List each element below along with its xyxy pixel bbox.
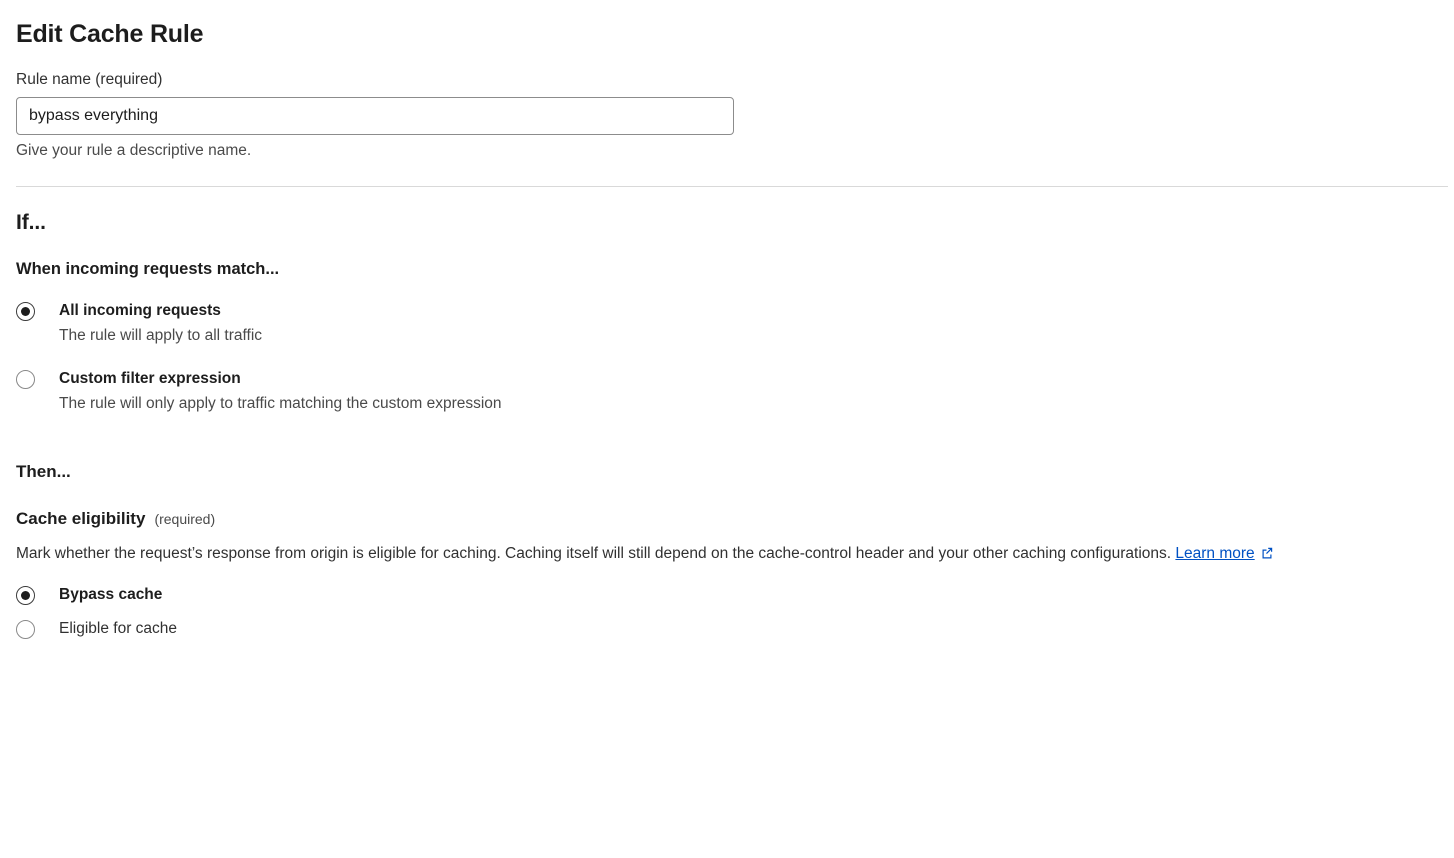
cache-eligibility-radio-group bbox=[16, 585, 1438, 639]
radio-desc-custom-filter-expression: The rule will only apply to traffic matching the custom expression bbox=[59, 394, 502, 412]
cache-eligibility-title: Cache eligibility bbox=[16, 509, 146, 529]
if-section-heading: If... bbox=[16, 211, 46, 234]
radio-desc-all-incoming-requests: The rule will apply to all traffic bbox=[59, 327, 263, 345]
radio-option-custom-filter-expression[interactable] bbox=[16, 369, 1438, 415]
radio-icon-custom-filter-expression[interactable] bbox=[16, 370, 35, 389]
rule-name-label: Rule name (required) bbox=[16, 71, 163, 88]
radio-label-all-incoming-requests: All incoming requests bbox=[59, 302, 221, 319]
rule-name-help: Give your rule a descriptive name. bbox=[16, 142, 252, 159]
then-section-heading: Then... bbox=[16, 462, 71, 482]
radio-icon-all-incoming-requests[interactable] bbox=[16, 302, 35, 321]
radio-option-all-incoming-requests[interactable] bbox=[16, 301, 1438, 347]
cache-eligibility-required-note: (required) bbox=[154, 511, 216, 528]
external-link-icon[interactable] bbox=[1260, 545, 1274, 567]
radio-option-bypass-cache[interactable] bbox=[16, 585, 1438, 605]
radio-icon-eligible-for-cache[interactable] bbox=[16, 620, 35, 639]
cache-eligibility-header bbox=[16, 509, 1438, 529]
if-section-subheading: When incoming requests match... bbox=[16, 260, 280, 278]
incoming-requests-radio-group bbox=[16, 301, 1438, 414]
rule-name-field bbox=[16, 71, 1438, 160]
cache-eligibility-description bbox=[16, 543, 1436, 567]
radio-icon-bypass-cache[interactable] bbox=[16, 586, 35, 605]
radio-label-custom-filter-expression: Custom filter expression bbox=[59, 369, 241, 387]
radio-label-eligible-for-cache: Eligible for cache bbox=[59, 620, 178, 638]
rule-name-input[interactable] bbox=[16, 97, 734, 135]
section-divider bbox=[16, 186, 1448, 187]
radio-label-bypass-cache: Bypass cache bbox=[59, 586, 163, 604]
page-title: Edit Cache Rule bbox=[16, 20, 204, 48]
learn-more-link[interactable]: Learn more bbox=[1175, 545, 1255, 563]
cache-eligibility-description-text: Mark whether the request’s response from origin is eligible for caching. Caching itself will still depend on the cache-control header and your other caching configurations. bbox=[16, 545, 1172, 563]
radio-option-eligible-for-cache[interactable] bbox=[16, 619, 1438, 639]
